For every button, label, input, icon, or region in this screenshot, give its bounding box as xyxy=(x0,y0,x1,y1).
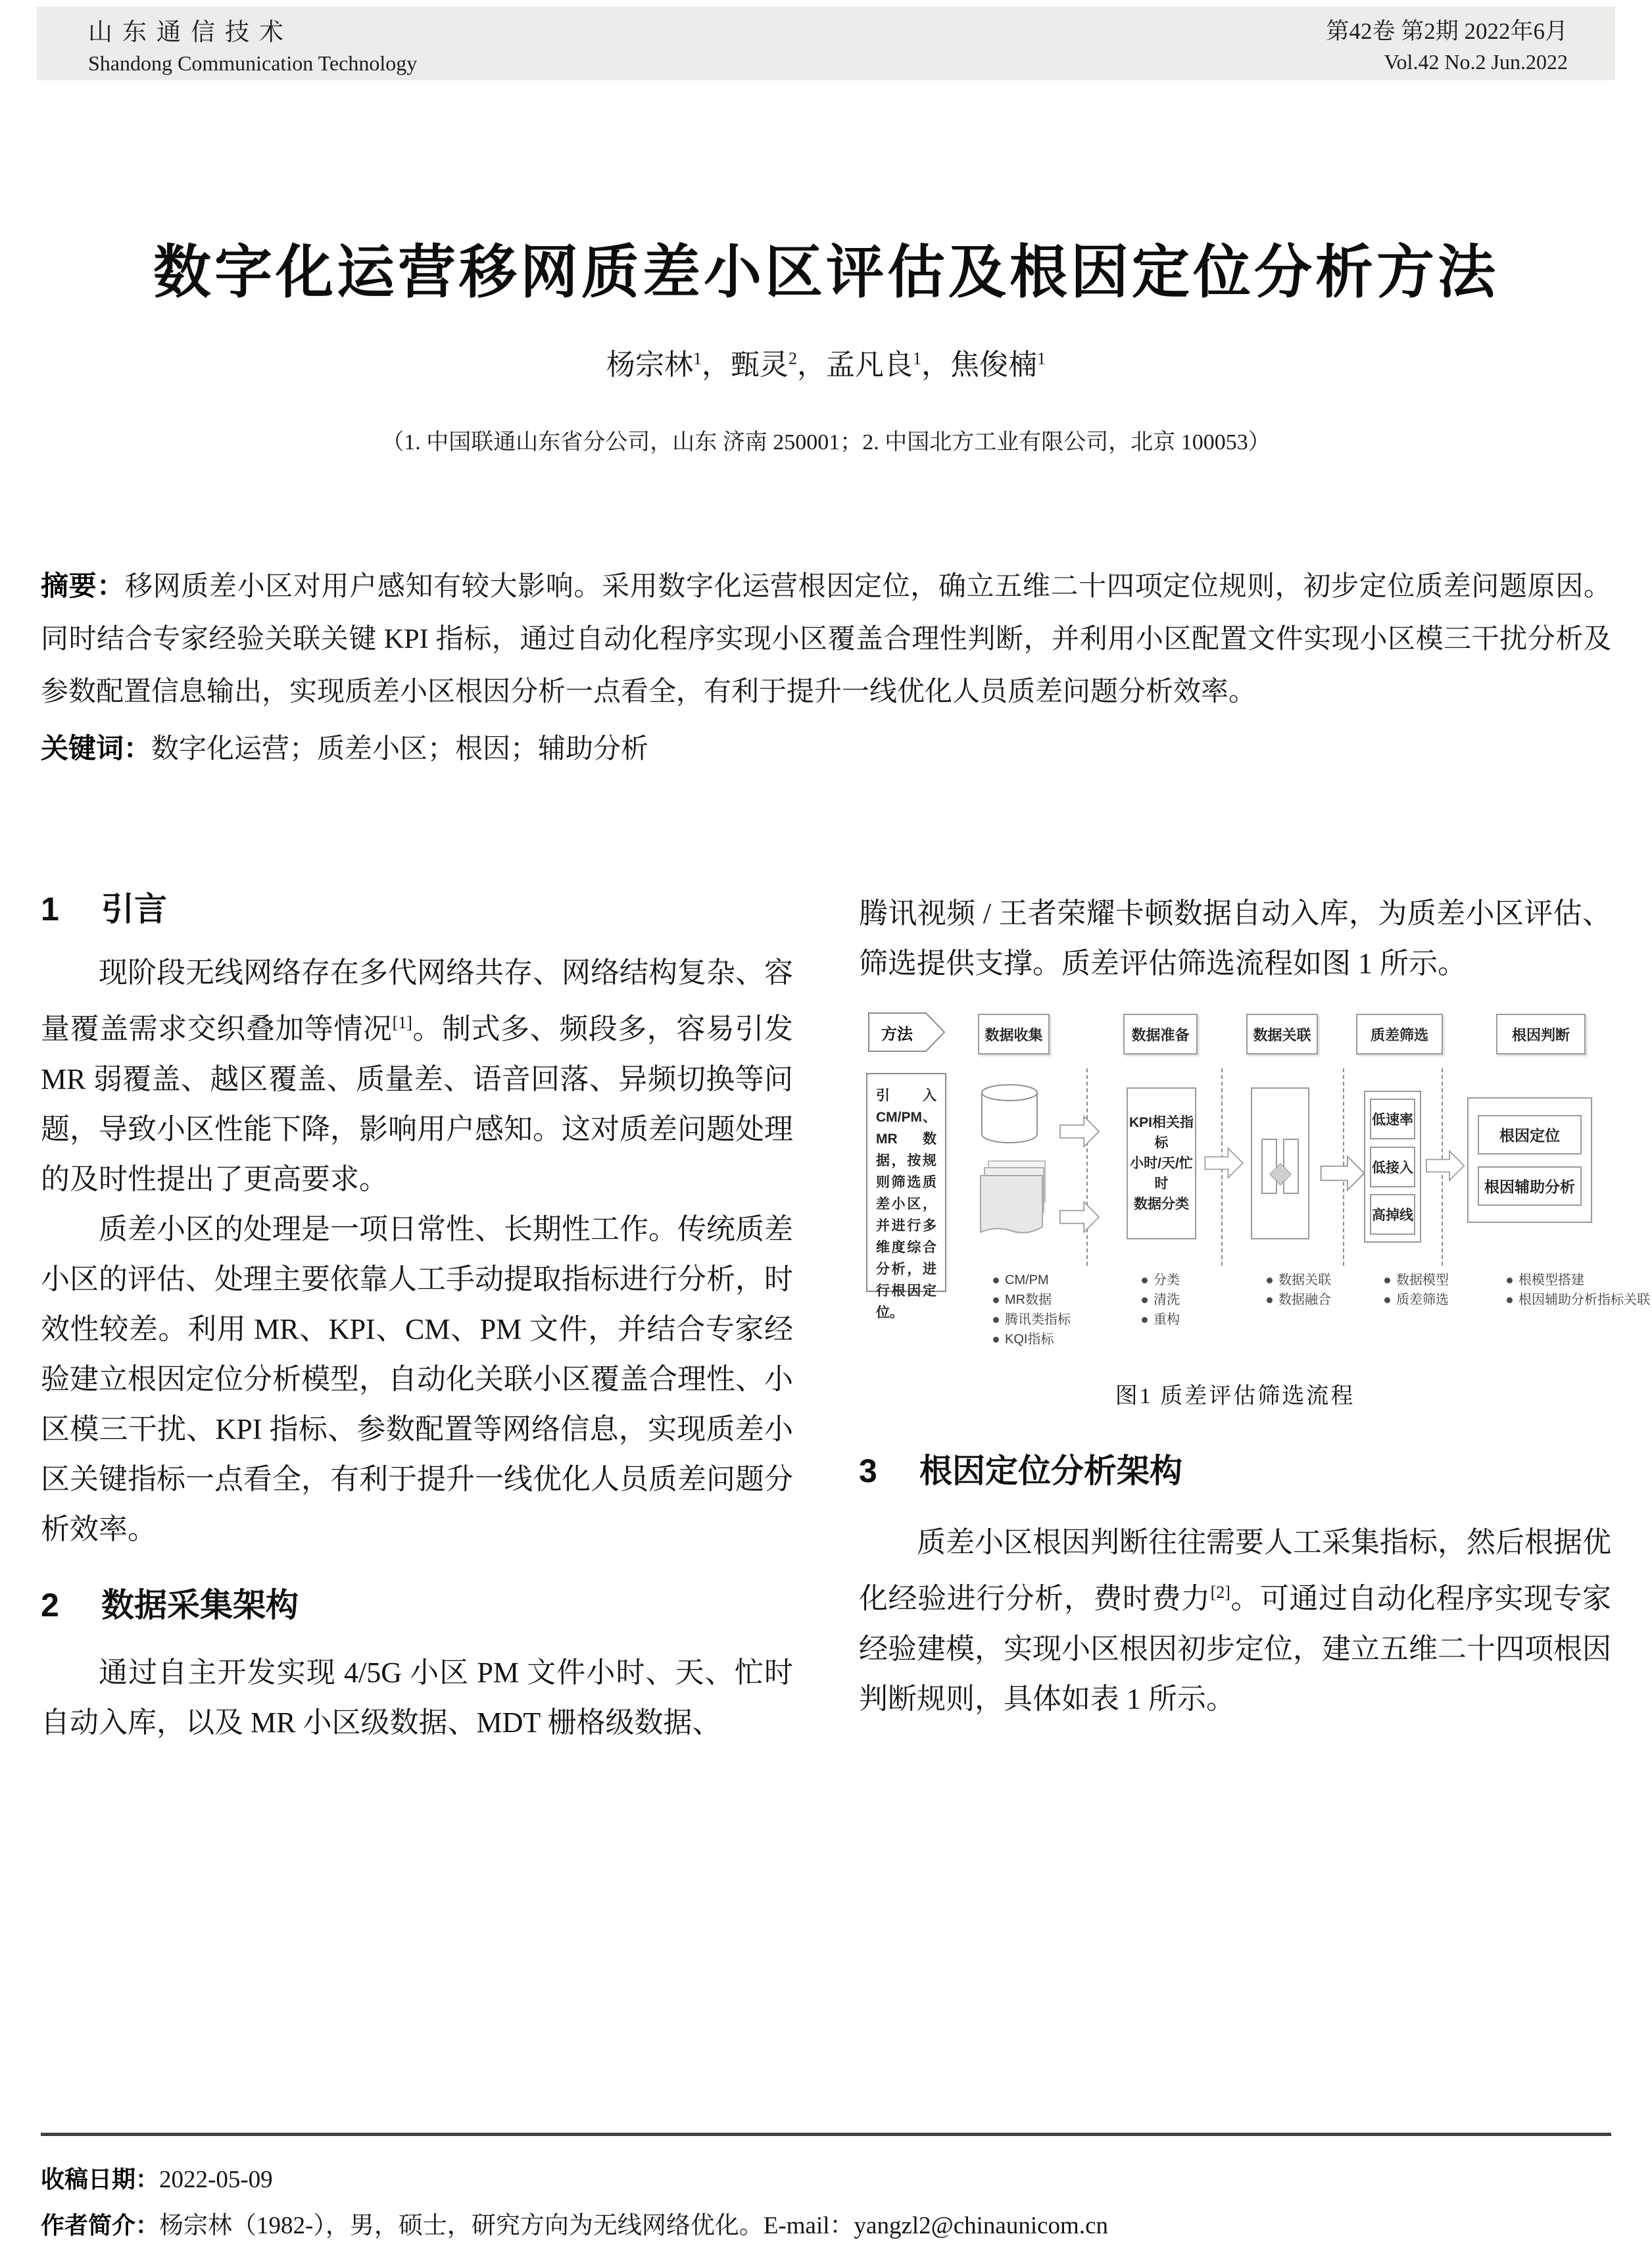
bullet-label: CM/PM xyxy=(1005,1273,1049,1287)
bullet-item xyxy=(993,1292,1071,1308)
bullet-dot-icon xyxy=(993,1297,999,1303)
section-title: 数据采集架构 xyxy=(101,1586,299,1624)
join-table-icon xyxy=(1283,1139,1299,1194)
bullet-group-rootcause xyxy=(1507,1272,1650,1312)
abstract-block xyxy=(41,560,1611,718)
bullet-dot-icon xyxy=(1384,1297,1390,1303)
author-separator: ， xyxy=(702,349,731,381)
rootcause-assist-box: 根因辅助分析 xyxy=(1478,1166,1582,1206)
section-heading-1 xyxy=(41,889,793,930)
bullet-label: 数据关联 xyxy=(1278,1273,1331,1287)
bullet-group-data-collection xyxy=(993,1272,1071,1351)
keywords-label: 关键词： xyxy=(41,733,152,764)
bullet-label: 数据模型 xyxy=(1396,1273,1449,1287)
bullet-item xyxy=(1142,1312,1180,1328)
author-separator: ， xyxy=(921,349,950,381)
bullet-item xyxy=(1267,1292,1331,1308)
section-heading-3 xyxy=(859,1451,1611,1491)
bullet-item xyxy=(1384,1272,1449,1289)
received-date-value: 2022-05-09 xyxy=(159,2166,273,2193)
author-superscript: 1 xyxy=(693,349,702,368)
kpi-box-line: 数据分类 xyxy=(1134,1197,1189,1212)
bullet-label: 质差筛选 xyxy=(1396,1293,1449,1307)
flow-arrow-icon xyxy=(1196,1147,1252,1179)
abstract-label: 摘要： xyxy=(41,570,125,601)
method-pentagon xyxy=(868,1012,945,1052)
section-title: 根因定位分析架构 xyxy=(919,1453,1182,1489)
received-date-label: 收稿日期： xyxy=(41,2166,160,2193)
bullet-item xyxy=(1142,1292,1180,1308)
journal-issue-en: Vol.42 No.2 Jun.2022 xyxy=(1384,49,1568,74)
affiliation-line: （1. 中国联通山东省分公司，山东 济南 250001；2. 中国北方工业有限公司，北京 100053） xyxy=(381,430,1271,455)
bullet-group-data-preparation xyxy=(1142,1272,1180,1331)
kpi-classification-box xyxy=(1127,1087,1196,1239)
bullet-dot-icon xyxy=(1384,1278,1390,1283)
journal-header xyxy=(37,7,1615,80)
left-column xyxy=(41,889,793,1748)
kpi-box-line: KPI相关指标 xyxy=(1129,1115,1194,1151)
author-name: 杨宗林 xyxy=(606,349,693,381)
stage-header-quality-screening: 质差筛选 xyxy=(1356,1014,1443,1055)
figure-caption: 图1 质差评估筛选流程 xyxy=(1115,1384,1355,1408)
body-columns xyxy=(41,889,1650,1748)
paragraph-rootcause xyxy=(859,1518,1611,1724)
bullet-item xyxy=(1384,1292,1449,1308)
method-label: 方法 xyxy=(881,1025,913,1043)
bullet-dot-icon xyxy=(1267,1278,1273,1283)
rootcause-box xyxy=(1467,1097,1592,1223)
journal-name-block xyxy=(88,12,417,76)
citation-ref: [2] xyxy=(1210,1583,1230,1602)
screening-item-low-access: 低接入 xyxy=(1370,1147,1415,1187)
bullet-item xyxy=(1267,1272,1331,1289)
bullet-item xyxy=(1507,1292,1650,1308)
paragraph-text: 。可通过自动化程序实现专家经验建模，实现小区根因初步定位，建立五维二十四项根因判断规则，具体如表 1 所示。 xyxy=(859,1582,1611,1715)
flow-arrow-icon xyxy=(1424,1150,1467,1181)
right-column xyxy=(859,889,1650,1748)
database-cylinder-icon xyxy=(981,1084,1038,1144)
author-superscript: 1 xyxy=(913,349,921,368)
paragraph-text: 质差小区根因判断往往需要人工采集指标，然后根据优化经验进行分析，费时费力 xyxy=(859,1526,1611,1615)
kpi-box-line: 小时/天/忙时 xyxy=(1130,1156,1193,1191)
figure-description-box: 引入 CM/PM、MR 数据，按规则筛选质差小区，并进行多维度综合分析，进行根因定位。 xyxy=(866,1073,946,1292)
flow-arrow-icon xyxy=(1059,1113,1100,1150)
flow-arrow-icon xyxy=(1320,1155,1366,1191)
author-name: 焦俊楠 xyxy=(950,349,1037,381)
bullet-label: 根因辅助分析指标关联 xyxy=(1518,1293,1650,1307)
bullet-label: 根模型搭建 xyxy=(1518,1273,1584,1287)
author-bio-line xyxy=(41,2205,1611,2241)
paragraph-text: 。制式多、频段多，容易引发 MR 弱覆盖、越区覆盖、质量差、语音回落、异频切换等问题，导致小区性能下降，影响用户感知。这对质差问题处理的及时性提出了更高要求。 xyxy=(41,1012,793,1195)
section-title: 引言 xyxy=(101,891,167,928)
bullet-dot-icon xyxy=(993,1337,999,1343)
bullet-label: 分类 xyxy=(1154,1273,1180,1287)
abstract-text: 移网质差小区对用户感知有较大影响。采用数字化运营根因定位，确立五维二十四项定位规则，初步定位质差问题原因。同时结合专家经验关联关键 KPI 指标，通过自动化程序实现小区覆盖合理性判断，并利用小区配置文件实现小区模三干扰分析及参数配置信息输出，实现质差小区根因分析一点看全，有利于提升一线优化人员质差问题分析效率。 xyxy=(41,572,1611,707)
paragraph-continuation: 腾讯视频 / 王者荣耀卡顿数据自动入库，为质差小区评估、筛选提供支撑。质差评估筛选流程如图 1 所示。 xyxy=(859,897,1611,980)
paragraph-data-collection: 通过自主开发实现 4/5G 小区 PM 文件小时、天、忙时自动入库，以及 MR 小区级数据、MDT 栅格级数据、 xyxy=(41,1656,793,1739)
journal-name-cn: 山东通信技术 xyxy=(88,18,293,46)
data-join-box xyxy=(1251,1087,1309,1239)
screening-item-low-rate: 低速率 xyxy=(1370,1099,1415,1139)
rootcause-location-box: 根因定位 xyxy=(1478,1115,1582,1155)
bullet-item xyxy=(993,1272,1071,1289)
bullet-dot-icon xyxy=(993,1278,999,1283)
paragraph-intro xyxy=(41,948,793,1205)
journal-issue-block xyxy=(1326,13,1568,74)
bullet-item xyxy=(1142,1272,1180,1289)
paragraph-text: 现阶段无线网络存在多代网络共存、网络结构复杂、容量覆盖需求交织叠加等情况 xyxy=(41,957,793,1045)
author-separator: ， xyxy=(797,349,826,381)
bullet-group-quality-screening xyxy=(1384,1272,1449,1312)
bullet-dot-icon xyxy=(1142,1317,1148,1323)
bullet-item xyxy=(993,1312,1071,1328)
stage-header-rootcause-judgement: 根因判断 xyxy=(1496,1014,1586,1055)
page-footer xyxy=(41,2133,1611,2251)
bullet-label: 清洗 xyxy=(1154,1293,1180,1307)
bullet-item xyxy=(1507,1272,1650,1289)
figure-flow-diagram xyxy=(859,1012,1650,1347)
journal-name-en: Shandong Communication Technology xyxy=(88,51,418,75)
section-number: 3 xyxy=(859,1453,877,1489)
flow-arrow-icon xyxy=(1059,1199,1100,1235)
author-bio-label: 作者简介： xyxy=(41,2212,160,2239)
stage-header-data-association: 数据关联 xyxy=(1246,1014,1318,1055)
bullet-dot-icon xyxy=(1142,1278,1148,1283)
author-name: 甄灵 xyxy=(731,349,789,381)
author-name: 孟凡良 xyxy=(826,349,913,381)
keywords-block xyxy=(41,722,1611,776)
keywords-text: 数字化运营；质差小区；根因；辅助分析 xyxy=(151,734,649,764)
bullet-label: 数据融合 xyxy=(1278,1293,1331,1307)
bullet-label: 腾讯类指标 xyxy=(1005,1312,1071,1327)
author-superscript: 1 xyxy=(1037,349,1046,368)
paragraph-traditional: 质差小区的处理是一项日常性、长期性工作。传统质差小区的评估、处理主要依靠人工手动提取指标进行分析，时效性较差。利用 MR、KPI、CM、PM 文件，并结合专家经验建立根因定位分析模型，自动化关联小区覆盖合理性、小区模三干扰、KPI 指标、参数配置等网络信息，实现质差小区关键指标一点看全，有利于提升一线优化人员质差问题分析效率。 xyxy=(41,1212,793,1545)
stage-divider xyxy=(1086,1068,1088,1266)
quality-screening-box xyxy=(1364,1091,1421,1243)
bullet-dot-icon xyxy=(993,1317,999,1323)
bullet-dot-icon xyxy=(1507,1297,1513,1303)
bullet-dot-icon xyxy=(1267,1297,1273,1303)
stage-header-data-collection: 数据收集 xyxy=(978,1014,1050,1055)
bullet-item xyxy=(993,1331,1071,1348)
received-date-line xyxy=(41,2161,1611,2195)
bullet-dot-icon xyxy=(1142,1297,1148,1303)
author-bio-text: 杨宗林（1982-），男，硕士，研究方向为无线网络优化。E-mail：yangzl2@chinaunicom.cn xyxy=(159,2212,1108,2239)
authors-line xyxy=(0,341,1652,383)
documents-stack-icon xyxy=(978,1160,1049,1236)
bullet-label: KQI指标 xyxy=(1005,1332,1054,1347)
screening-item-high-drop: 高掉线 xyxy=(1370,1194,1415,1235)
journal-issue-cn: 第42卷 第2期 2022年6月 xyxy=(1326,18,1568,44)
section-heading-2 xyxy=(41,1585,793,1626)
bullet-dot-icon xyxy=(1507,1278,1513,1283)
citation-ref: [1] xyxy=(392,1013,412,1032)
author-superscript: 2 xyxy=(789,349,797,368)
bullet-group-data-association xyxy=(1267,1272,1331,1312)
section-number: 2 xyxy=(41,1586,59,1624)
bullet-label: 重构 xyxy=(1154,1312,1180,1327)
stage-header-data-preparation: 数据准备 xyxy=(1123,1014,1198,1055)
join-table-icon xyxy=(1261,1139,1277,1194)
paper-title: 数字化运营移网质差小区评估及根因定位分析方法 xyxy=(153,241,1499,305)
section-number: 1 xyxy=(41,891,59,928)
bullet-label: MR数据 xyxy=(1005,1293,1052,1307)
